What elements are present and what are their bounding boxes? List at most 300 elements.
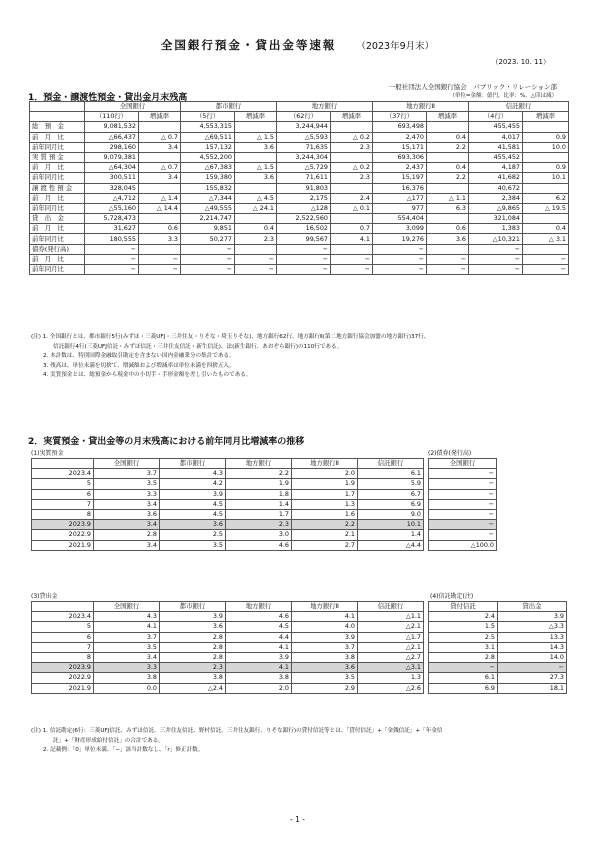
table-cell: 3,244,944 xyxy=(277,122,331,132)
table-cell: △ 1.5 xyxy=(235,163,277,173)
table-cell: 3.7 xyxy=(94,632,160,642)
row-label: 譲 渡 性 預 金 xyxy=(30,183,85,193)
table-row xyxy=(30,244,569,254)
column-header: 信託銀行 xyxy=(358,602,424,612)
table-cell: 3.4 xyxy=(94,499,160,509)
table-cell: 693,498 xyxy=(373,122,427,132)
table-cell: − xyxy=(429,499,497,509)
period-label: 2023.4 xyxy=(32,469,94,479)
table-cell: 3,099 xyxy=(373,224,427,234)
column-subheader: 増減率 xyxy=(139,112,181,122)
table-cell: 0.7 xyxy=(331,224,373,234)
table-cell: 4.6 xyxy=(226,540,292,550)
table-cell: 3.4 xyxy=(139,142,181,152)
column-header: 全国銀行 xyxy=(94,602,160,612)
table-cell: △ 14.4 xyxy=(139,203,181,213)
table-row xyxy=(30,183,569,193)
table-cell: 4.1 xyxy=(292,612,358,622)
table-cell: − xyxy=(469,244,523,254)
table-cell xyxy=(331,244,373,254)
table-cell: 2.2 xyxy=(427,173,469,183)
table-cell: 4,187 xyxy=(469,163,523,173)
table-cell: 1.4 xyxy=(226,499,292,509)
table-cell: 0.4 xyxy=(427,163,469,173)
table-cell: 15,171 xyxy=(373,142,427,152)
table-cell xyxy=(331,183,373,193)
table-cell xyxy=(331,152,373,162)
table-cell: 1.7 xyxy=(226,509,292,519)
table-cell: 4.1 xyxy=(226,663,292,673)
table-header-row xyxy=(32,459,424,469)
table-cell: − xyxy=(429,663,498,673)
table-cell: − xyxy=(373,254,427,264)
table-cell: 3.5 xyxy=(292,673,358,683)
table-cell: 2.0 xyxy=(292,469,358,479)
table-cell: △4,712 xyxy=(85,193,139,203)
table-header-row xyxy=(429,459,497,469)
table-cell: 50,277 xyxy=(181,234,235,244)
table-cell: 0.4 xyxy=(523,224,569,234)
table-c-caption: (3)貸出金 xyxy=(31,593,58,600)
column-subheader: 増減率 xyxy=(523,112,569,122)
table-cell: 10.0 xyxy=(523,142,569,152)
table-cell: 6.1 xyxy=(358,469,424,479)
table-cell: 1.9 xyxy=(226,479,292,489)
table-cell: 2.2 xyxy=(427,142,469,152)
table-cell: − xyxy=(427,265,469,275)
table-cell xyxy=(523,244,569,254)
table-cell: 6.9 xyxy=(358,499,424,509)
table-cell: − xyxy=(85,254,139,264)
table-cell: 2.5 xyxy=(429,632,498,642)
column-header: 信託銀行 xyxy=(358,459,424,469)
table-cell: 19,276 xyxy=(373,234,427,244)
table-row xyxy=(30,224,569,234)
table-cell: 3.6 xyxy=(160,520,226,530)
table-cell: 2.2 xyxy=(292,520,358,530)
table-cell: △5,593 xyxy=(277,132,331,142)
row-label: 前年同月比 xyxy=(30,173,85,183)
table-cell: 3.4 xyxy=(139,173,181,183)
table-cell: 2.3 xyxy=(331,142,373,152)
column-header: 都市銀行 xyxy=(160,602,226,612)
table-cell: 2.1 xyxy=(292,530,358,540)
table-row xyxy=(429,530,497,540)
table-cell: 3.3 xyxy=(139,234,181,244)
table-cell: 4.3 xyxy=(94,612,160,622)
table-cell: − xyxy=(429,479,497,489)
table-cell: 300,511 xyxy=(85,173,139,183)
table-cell: 1.6 xyxy=(292,509,358,519)
table-cell: 3.9 xyxy=(226,652,292,662)
note-line: 信託銀行4行(三菱UFJ信託・みずほ信託・三井住友信託・新生信託)、法(新生銀行、あおぞら銀行)の110行である。 xyxy=(53,343,343,350)
column-header xyxy=(32,459,94,469)
table-row xyxy=(429,632,567,642)
table-cell: 3.9 xyxy=(292,632,358,642)
table-row xyxy=(429,520,497,530)
table-cell: 3.7 xyxy=(292,642,358,652)
table-cell: 5.9 xyxy=(358,479,424,489)
table-cell: 4.5 xyxy=(160,499,226,509)
table-cell: 15,197 xyxy=(373,173,427,183)
table-cell xyxy=(331,214,373,224)
report-date: （2023. 10. 11） xyxy=(491,58,550,66)
table-cell: 3.6 xyxy=(292,663,358,673)
table-cell: 14.0 xyxy=(498,652,567,662)
header-corner xyxy=(30,102,85,112)
table-row xyxy=(30,132,569,142)
row-label: 前 月 比 xyxy=(30,193,85,203)
table-row xyxy=(429,673,567,683)
table-cell: 1.8 xyxy=(226,489,292,499)
table-cell: 1.3 xyxy=(358,673,424,683)
table-cell: 2.0 xyxy=(226,683,292,693)
notes-section1 xyxy=(31,333,429,381)
period-label: 8 xyxy=(32,652,94,662)
table-cell: 10.1 xyxy=(358,520,424,530)
table-cell: 71,611 xyxy=(277,173,331,183)
table-cell: 455,452 xyxy=(469,152,523,162)
table-cell: △64,304 xyxy=(85,163,139,173)
table-cell: △4.4 xyxy=(358,540,424,550)
table-cell: 3.4 xyxy=(94,652,160,662)
table-header-row xyxy=(32,602,424,612)
table-cell xyxy=(235,152,277,162)
table-cell xyxy=(139,244,181,254)
period-label: 2022.9 xyxy=(32,530,94,540)
table-row xyxy=(429,509,497,519)
table-cell: 2.4 xyxy=(331,193,373,203)
table-row xyxy=(429,479,497,489)
table-cell: △ 4.5 xyxy=(235,193,277,203)
table-cell: 0.4 xyxy=(427,132,469,142)
table-row xyxy=(32,642,424,652)
table-cell: △2.1 xyxy=(358,622,424,632)
column-subheader: （4行） xyxy=(469,112,523,122)
table-cell: 3.5 xyxy=(94,479,160,489)
table-cell: 3.9 xyxy=(160,612,226,622)
table-cell: 2.8 xyxy=(160,642,226,652)
table-cell: 6.3 xyxy=(427,203,469,213)
table-cell: 3.5 xyxy=(94,642,160,652)
table-cell: 328,045 xyxy=(85,183,139,193)
table-cell: 321,084 xyxy=(469,214,523,224)
table-cell: 9.0 xyxy=(358,509,424,519)
table-cell: − xyxy=(181,265,235,275)
table-cell: △128 xyxy=(277,203,331,213)
table-row xyxy=(32,530,424,540)
table-cell: − xyxy=(277,265,331,275)
table-cell xyxy=(427,244,469,254)
table-cell: − xyxy=(181,254,235,264)
table-cell: △3.1 xyxy=(358,663,424,673)
row-label: 前年同月比 xyxy=(30,142,85,152)
section2-title: 2．実質預金・貸出金等の月末残高における前年同月比増減率の推移 xyxy=(28,437,305,447)
table-row xyxy=(30,214,569,224)
table-cell: 554,404 xyxy=(373,214,427,224)
table-cell: − xyxy=(277,244,331,254)
table-cell: 298,160 xyxy=(85,142,139,152)
table-cell: 4.2 xyxy=(160,479,226,489)
table-cell: △10,321 xyxy=(469,234,523,244)
note-line: 4. 実質預金とは、総預金から現金中の小切手・手形金額を差し引いたものである。 xyxy=(43,372,252,378)
table-cell: 0.0 xyxy=(94,683,160,693)
table-row xyxy=(32,489,424,499)
column-header: 全国銀行 xyxy=(429,459,497,469)
table-cell: 155,832 xyxy=(181,183,235,193)
column-header: 都市銀行 xyxy=(160,459,226,469)
table-cell: 6.1 xyxy=(429,673,498,683)
subheader-corner xyxy=(30,112,85,122)
column-subheader: 増減率 xyxy=(427,112,469,122)
table-cell: 41,682 xyxy=(469,173,523,183)
column-subheader: 増減率 xyxy=(235,112,277,122)
table-cell: 1.5 xyxy=(429,622,498,632)
table-cell: 4.3 xyxy=(160,469,226,479)
row-label: 総 預 金 xyxy=(30,122,85,132)
table-cell: 9,079,381 xyxy=(85,152,139,162)
note-line: 2. 本計数は、特別国際金融取引勘定を含まない国内金融業分の集計である。 xyxy=(43,353,235,359)
table-cell: △ 3.1 xyxy=(523,234,569,244)
table-cell: 3.3 xyxy=(94,489,160,499)
table-cell: 180,555 xyxy=(85,234,139,244)
table-cell: − xyxy=(469,254,523,264)
column-subheader: 増減率 xyxy=(331,112,373,122)
table-cell xyxy=(331,122,373,132)
period-label: 6 xyxy=(32,632,94,642)
table-cell: 16,502 xyxy=(277,224,331,234)
table-row xyxy=(30,122,569,132)
row-label: 前年同月比 xyxy=(30,203,85,213)
table-row xyxy=(429,663,567,673)
table-cell: − xyxy=(429,509,497,519)
table-cell xyxy=(235,214,277,224)
table-cell: 2.8 xyxy=(429,652,498,662)
row-label: 前 月 比 xyxy=(30,163,85,173)
table-cell: △69,511 xyxy=(181,132,235,142)
table-cell: 3.6 xyxy=(235,173,277,183)
table-cell: 14.3 xyxy=(498,642,567,652)
bonds-table xyxy=(428,458,497,551)
table-row xyxy=(30,203,569,213)
table-subheader-row xyxy=(30,112,569,122)
table-cell: 2.8 xyxy=(94,530,160,540)
table-cell: 2.3 xyxy=(331,173,373,183)
table-cell: 3.9 xyxy=(160,489,226,499)
table-cell: − xyxy=(373,244,427,254)
table-cell: 2.3 xyxy=(160,663,226,673)
table-cell: △177 xyxy=(373,193,427,203)
table-cell: △2.1 xyxy=(358,642,424,652)
period-label: 2022.9 xyxy=(32,673,94,683)
table-row xyxy=(429,469,497,479)
table-a-caption: (1)実質預金 xyxy=(31,450,64,457)
table-cell xyxy=(427,122,469,132)
table-cell: 159,380 xyxy=(181,173,235,183)
table-cell xyxy=(427,214,469,224)
column-header: 貸出金 xyxy=(498,602,567,612)
period-label: 5 xyxy=(32,479,94,489)
notes-section2 xyxy=(31,727,443,756)
trust-account-table xyxy=(428,601,567,694)
table-cell: 2.3 xyxy=(235,234,277,244)
table-cell: − xyxy=(331,254,373,264)
table-cell: 16,376 xyxy=(373,183,427,193)
table-cell: 2,214,747 xyxy=(181,214,235,224)
table-cell: 0.9 xyxy=(523,132,569,142)
table-row xyxy=(32,540,424,550)
table-cell: 0.6 xyxy=(139,224,181,234)
table-cell: 27.3 xyxy=(498,673,567,683)
table-cell: 2,470 xyxy=(373,132,427,142)
table-cell: 693,306 xyxy=(373,152,427,162)
organization: 一般社団法人全国銀行協会 パブリック・リレーション部 xyxy=(388,83,557,91)
table-cell: − xyxy=(469,265,523,275)
table-cell: △100.0 xyxy=(429,540,497,550)
deposits-loans-table xyxy=(29,101,569,275)
column-subheader: （62行） xyxy=(277,112,331,122)
table-cell: 41,581 xyxy=(469,142,523,152)
real-deposits-table xyxy=(31,458,424,551)
table-row xyxy=(32,683,424,693)
table-cell: 0.6 xyxy=(427,224,469,234)
table-cell: 4,552,200 xyxy=(181,152,235,162)
table-cell xyxy=(139,183,181,193)
table-cell: 91,803 xyxy=(277,183,331,193)
table-cell: 1.7 xyxy=(292,489,358,499)
table-cell: 1.3 xyxy=(292,499,358,509)
column-header: 地方銀行Ⅱ xyxy=(292,459,358,469)
table-cell: 1,383 xyxy=(469,224,523,234)
table-row xyxy=(30,265,569,275)
table-row xyxy=(30,193,569,203)
table-cell: △2.6 xyxy=(358,683,424,693)
table-cell: − xyxy=(373,265,427,275)
table-row xyxy=(429,642,567,652)
table-cell: 2.3 xyxy=(226,520,292,530)
note-line: 託」+「財産形成給付信託」の合計である。 xyxy=(53,737,164,744)
table-cell: △55,160 xyxy=(85,203,139,213)
table-cell xyxy=(235,122,277,132)
table-cell: 2.9 xyxy=(292,683,358,693)
table-cell: − xyxy=(523,265,569,275)
table-row xyxy=(32,632,424,642)
table-row xyxy=(30,152,569,162)
table-cell: 4,553,315 xyxy=(181,122,235,132)
period-label: 2021.9 xyxy=(32,540,94,550)
table-cell: △49,555 xyxy=(181,203,235,213)
section1-title: 1．預金・譲渡性預金・貸出金月末残高 xyxy=(28,93,188,103)
table-row xyxy=(32,479,424,489)
table-cell: 4,017 xyxy=(469,132,523,142)
column-header: 全国銀行 xyxy=(85,102,181,112)
table-cell: 3.7 xyxy=(94,469,160,479)
period-label: 8 xyxy=(32,509,94,519)
table-cell: 40,672 xyxy=(469,183,523,193)
row-label: 債券(発行高) xyxy=(30,244,85,254)
column-header: 全国銀行 xyxy=(94,459,160,469)
table-cell: 3.6 xyxy=(427,234,469,244)
title-text: 全国銀行預金・貸出金等速報 xyxy=(160,38,337,52)
table-cell xyxy=(523,152,569,162)
table-cell: △2.7 xyxy=(358,652,424,662)
table-cell: 4.5 xyxy=(226,622,292,632)
table-cell: △ 1.1 xyxy=(427,193,469,203)
table-cell: △3.3 xyxy=(498,622,567,632)
table-cell: 4.0 xyxy=(292,622,358,632)
table-cell: 3.3 xyxy=(94,663,160,673)
period-label: 2023.9 xyxy=(32,663,94,673)
period-label: 7 xyxy=(32,642,94,652)
column-subheader: （37行） xyxy=(373,112,427,122)
table-cell: △1.1 xyxy=(358,612,424,622)
table-cell: △2.4 xyxy=(160,683,226,693)
column-header: 地方銀行 xyxy=(226,459,292,469)
table-cell: 6.9 xyxy=(429,683,498,693)
row-label: 前 月 比 xyxy=(30,254,85,264)
table-row xyxy=(30,254,569,264)
table-row xyxy=(32,469,424,479)
table-row xyxy=(30,163,569,173)
table-cell: − xyxy=(85,244,139,254)
table-cell: − xyxy=(429,520,497,530)
table-cell: − xyxy=(85,265,139,275)
row-label: 前年同月比 xyxy=(30,234,85,244)
table-cell: △ 0.7 xyxy=(139,163,181,173)
note-line: (注) 1. 全国銀行とは、都市銀行5行(みずほ・三菱UFJ・三井住友・りそな・埼玉りそな)、地方銀行62行、地方銀行Ⅱ(第二地方銀行協会加盟の地方銀行)37行、 xyxy=(31,334,430,340)
table-cell: 9,851 xyxy=(181,224,235,234)
table-row xyxy=(32,509,424,519)
table-cell: 6.7 xyxy=(358,489,424,499)
table-cell: 2,384 xyxy=(469,193,523,203)
table-cell: − xyxy=(427,254,469,264)
table-row xyxy=(32,622,424,632)
column-header: 都市銀行 xyxy=(181,102,277,112)
table-b-caption: (2)債券(発行高) xyxy=(428,450,472,457)
table-cell: 13.3 xyxy=(498,632,567,642)
table-row xyxy=(30,173,569,183)
table-cell xyxy=(427,152,469,162)
table-cell: 2,522,560 xyxy=(277,214,331,224)
column-subheader: （5行） xyxy=(181,112,235,122)
table-cell: 4.6 xyxy=(226,612,292,622)
table-cell: 3.9 xyxy=(498,612,567,622)
table-cell: 3.6 xyxy=(160,622,226,632)
table-cell xyxy=(235,244,277,254)
table-row xyxy=(429,652,567,662)
column-header: 信託銀行 xyxy=(469,102,569,112)
table-cell: 5,728,473 xyxy=(85,214,139,224)
column-header: 地方銀行Ⅱ xyxy=(292,602,358,612)
period-label: 6 xyxy=(32,489,94,499)
table-row xyxy=(32,673,424,683)
table-cell: 3.8 xyxy=(94,673,160,683)
table-cell: 2.7 xyxy=(292,540,358,550)
table-cell: 4.1 xyxy=(331,234,373,244)
table-cell: − xyxy=(523,254,569,264)
column-header: 地方銀行 xyxy=(226,602,292,612)
table-row xyxy=(429,683,567,693)
table-row xyxy=(429,612,567,622)
table-row xyxy=(30,142,569,152)
table-cell: △67,383 xyxy=(181,163,235,173)
table-cell xyxy=(139,122,181,132)
table-cell: 2.5 xyxy=(160,530,226,540)
table-cell: 3.6 xyxy=(94,509,160,519)
table-cell: − xyxy=(429,530,497,540)
note-line: (注) 1. 信託勘定(6行：三菱UFJ信託、みずほ信託、三井住友信託、野村信託、三井住友銀行、りそな銀行)の貸付信託等とは、「貸付信託」+「金銭信託」+「年金信 xyxy=(31,728,443,734)
table-cell: 3.4 xyxy=(94,540,160,550)
